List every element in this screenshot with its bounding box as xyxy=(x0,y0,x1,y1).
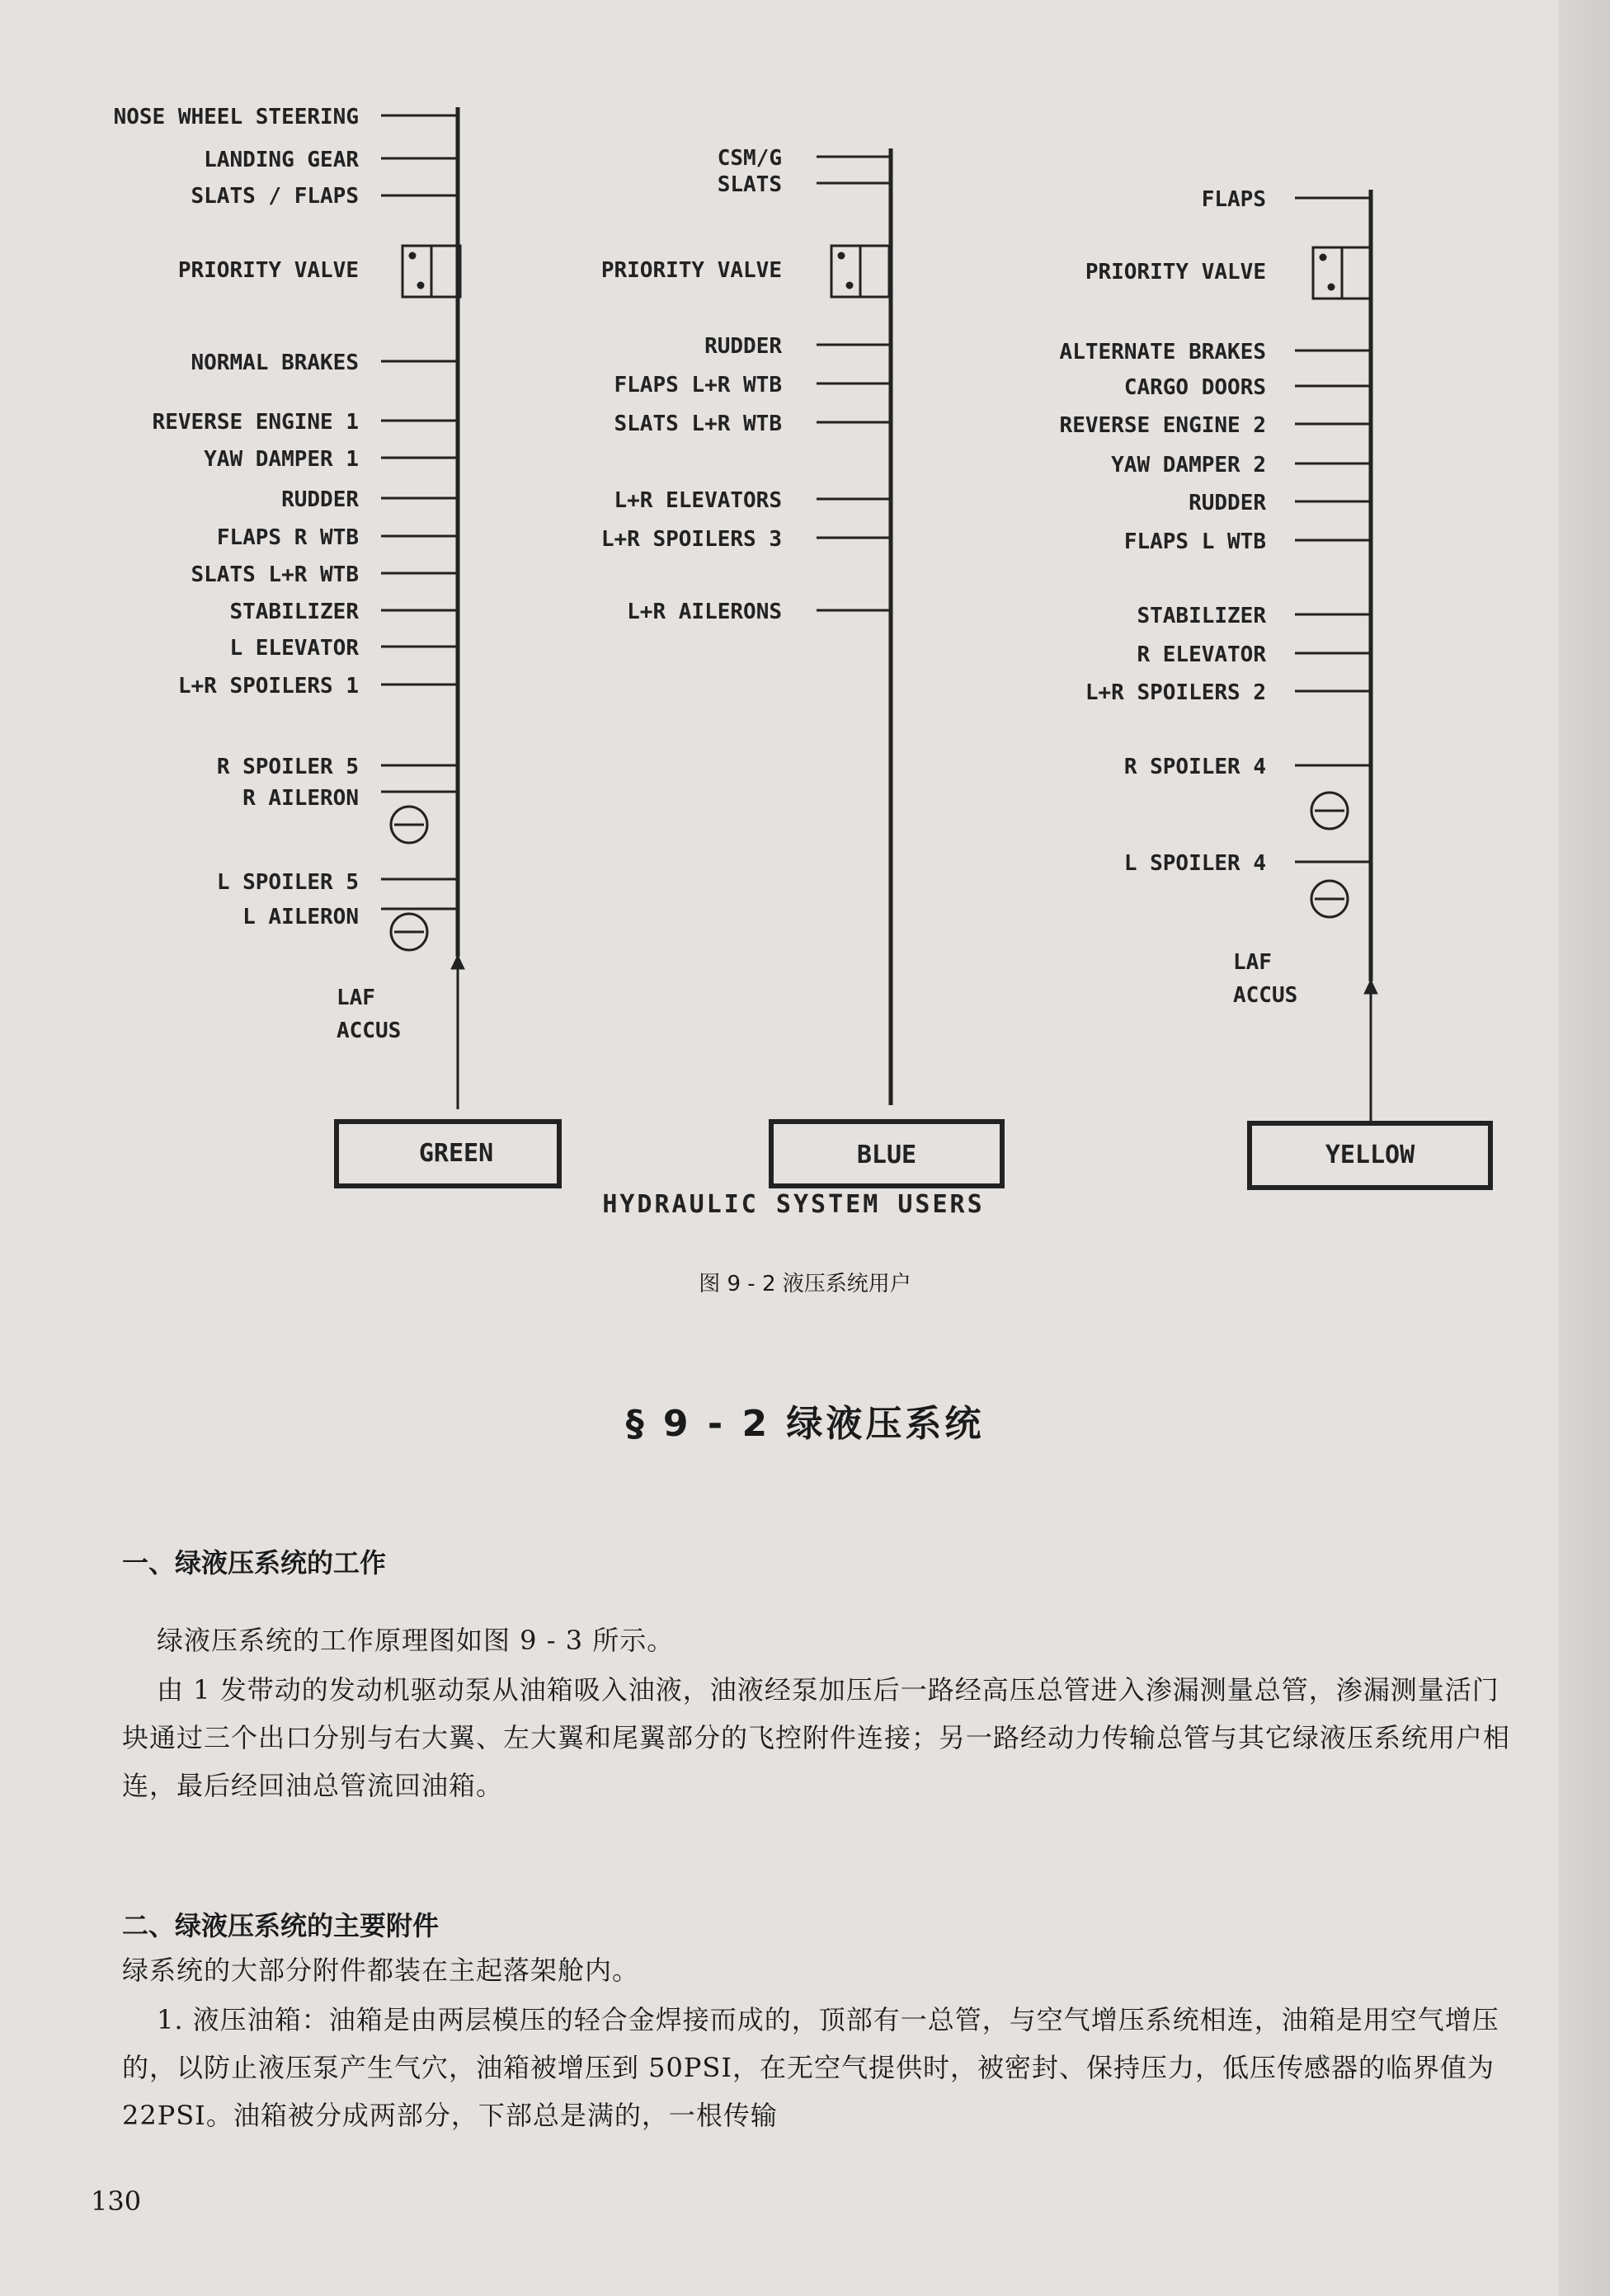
yellow-accus-label: LAF xyxy=(1233,950,1272,975)
yellow-accus-label: ACCUS xyxy=(1233,983,1298,1008)
diagram-title: HYDRAULIC SYSTEM USERS xyxy=(602,1190,985,1219)
green-user: L ELEVATOR xyxy=(229,636,359,661)
heading-1: 一、绿液压系统的工作 xyxy=(122,1547,387,1578)
green-top-user: LANDING GEAR xyxy=(204,148,359,172)
green-system-name: GREEN xyxy=(418,1139,494,1168)
blue-top-user: SLATS xyxy=(717,172,782,197)
paragraph-1: 绿液压系统的工作原理图如图 9 - 3 所示。 xyxy=(157,1625,675,1656)
yellow-user: REVERSE ENGINE 2 xyxy=(1059,413,1266,438)
paragraph-3: 绿系统的大部分附件都装在主起落架舱内。 xyxy=(122,1955,640,1986)
green-user: YAW DAMPER 1 xyxy=(204,447,359,472)
yellow-spoiler-label: R SPOILER 4 xyxy=(1123,755,1266,779)
yellow-user: RUDDER xyxy=(1189,491,1266,515)
blue-user: SLATS L+R WTB xyxy=(614,412,782,436)
green-user: FLAPS R WTB xyxy=(216,525,359,550)
green-accus-label: LAF xyxy=(337,986,375,1010)
green-user: RUDDER xyxy=(281,487,359,512)
blue-top-user: CSM/G xyxy=(717,146,782,171)
green-accus-label: ACCUS xyxy=(337,1019,402,1043)
blue-user: FLAPS L+R WTB xyxy=(614,373,782,398)
green-user: NORMAL BRAKES xyxy=(191,351,359,375)
page-number: 130 xyxy=(91,2185,142,2217)
green-spoiler-label: R AILERON xyxy=(242,786,359,811)
paragraph-2: 由 1 发带动的发动机驱动泵从油箱吸入油液，油液经泵加压后一路经高压总管进入渗漏测量总管，渗漏测量活门块通过三个出口分别与右大翼、左大翼和尾翼部分的飞控附件连接；另一路经动力传输总管与其它绿液压系统用户相连，最后经回油总管流回油箱。 xyxy=(122,1674,1511,1801)
yellow-spoiler-label: L SPOILER 4 xyxy=(1123,851,1266,876)
green-user: SLATS L+R WTB xyxy=(191,562,359,587)
blue-user: RUDDER xyxy=(704,334,782,359)
section-title: § 9 - 2 绿液压系统 xyxy=(625,1403,985,1445)
blue-priority-valve: PRIORITY VALVE xyxy=(600,258,782,283)
yellow-user: STABILIZER xyxy=(1137,604,1266,628)
green-user: STABILIZER xyxy=(229,600,359,624)
yellow-user: FLAPS L WTB xyxy=(1123,529,1266,554)
green-user: L+R SPOILERS 1 xyxy=(177,674,359,699)
green-priority-valve: PRIORITY VALVE xyxy=(177,258,359,283)
green-user: REVERSE ENGINE 1 xyxy=(152,410,359,435)
yellow-user: ALTERNATE BRAKES xyxy=(1059,340,1266,365)
green-spoiler-label: L AILERON xyxy=(242,905,359,929)
paragraph-4: 1. 液压油箱：油箱是由两层模压的轻合金焊接而成的，顶部有一总管，与空气增压系统相连，油箱是用空气增压的，以防止液压泵产生气穴，油箱被增压到 50PSI，在无空气提供时，被密封、保持压力，低压传感器的临界值为 22PSI。油箱被分成两部分，下部总是满的，一根传输 xyxy=(122,2004,1499,2131)
blue-user: L+R ELEVATORS xyxy=(614,488,782,513)
yellow-user: R ELEVATOR xyxy=(1137,642,1266,667)
yellow-system-name: YELLOW xyxy=(1325,1141,1415,1169)
blue-user: L+R AILERONS xyxy=(627,600,782,624)
blue-system-name: BLUE xyxy=(856,1141,917,1169)
yellow-top-user: FLAPS xyxy=(1201,187,1266,212)
yellow-priority-valve: PRIORITY VALVE xyxy=(1085,260,1266,285)
green-top-user: SLATS / FLAPS xyxy=(191,184,359,209)
yellow-user: L+R SPOILERS 2 xyxy=(1085,680,1266,705)
yellow-user: YAW DAMPER 2 xyxy=(1111,453,1266,478)
green-spoiler-label: L SPOILER 5 xyxy=(216,870,359,895)
green-top-user: NOSE WHEEL STEERING xyxy=(113,105,359,129)
yellow-user: CARGO DOORS xyxy=(1123,375,1266,400)
figure-caption: 图 9 - 2 液压系统用户 xyxy=(699,1272,911,1296)
blue-user: L+R SPOILERS 3 xyxy=(600,527,782,552)
green-spoiler-label: R SPOILER 5 xyxy=(216,755,359,779)
heading-2: 二、绿液压系统的主要附件 xyxy=(122,1910,440,1941)
